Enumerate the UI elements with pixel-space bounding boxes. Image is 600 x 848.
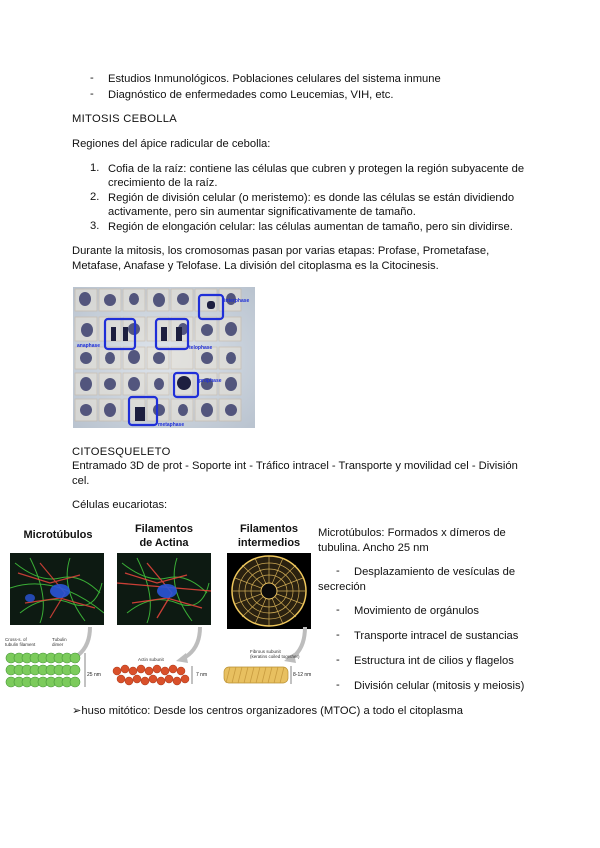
bullet-dash: - — [90, 72, 94, 84]
bullet-dash: - — [336, 629, 340, 641]
intermediate-diagram — [222, 664, 294, 686]
label-prophase: prophase — [199, 378, 222, 384]
microtubules-text-2: tubulina. Ancho 25 nm — [318, 542, 429, 554]
phases-line-2: Metafase, Anafase y Telofase. La división del citoplasma es la Citocinesis. — [72, 260, 439, 272]
function-4: Estructura int de cilios y flagelos — [354, 655, 514, 667]
bullet-dash: - — [336, 604, 340, 616]
intro-bullet-2: Diagnóstico de enfermedades como Leucemias, VIH, etc. — [108, 89, 394, 101]
cytoskeleton-desc-2: cel. — [72, 475, 90, 487]
microtubules-title: Microtúbulos — [23, 529, 93, 541]
region-2-line-1: Región de división celular (o meristemo): es donde las células se están dividiendo — [108, 192, 515, 204]
region-1-line-1: Cofia de la raíz: contiene las células que cubren y protegen la región subyacente de — [108, 163, 525, 175]
label-metaphase: metaphase — [158, 422, 185, 428]
region-1-line-2: crecimiento de la raíz. — [108, 177, 218, 189]
intermediate-micrograph-svg — [227, 553, 311, 629]
figure-arrows — [60, 625, 330, 665]
spindle-text: ➢huso mitótico: Desde los centros organizadores (MTOC) a todo el citoplasma — [72, 705, 463, 717]
region-3-line-1: Región de elongación celular: las células aumentan de tamaño, pero sin dividirse. — [108, 221, 513, 233]
intro-bullet-1: Estudios Inmunológicos. Poblaciones celulares del sistema inmune — [108, 73, 441, 85]
microtubule-diagram — [5, 648, 89, 692]
eukaryotes-label: Células eucariotas: — [72, 499, 168, 511]
actin-diagram — [112, 664, 196, 686]
function-3: Transporte intracel de sustancias — [354, 630, 519, 642]
micrograph-svg — [73, 287, 255, 428]
function-2: Movimiento de orgánulos — [354, 605, 479, 617]
tubulin-label-1: Tubulin — [52, 637, 67, 642]
bullet-dash: - — [90, 88, 94, 100]
actin-size: 7 nm — [196, 672, 208, 678]
actin-title-2: de Actina — [139, 537, 189, 549]
micro-size: 25 nm — [87, 672, 101, 678]
bullet-dash: - — [336, 679, 340, 691]
list-number: 1. — [90, 162, 100, 174]
regions-intro: Regiones del ápice radicular de cebolla: — [72, 138, 271, 150]
tubulin-label-2: dimer — [52, 642, 64, 647]
int-label-2: (keratins coiled together) — [250, 654, 300, 659]
microtubules-micrograph — [10, 553, 104, 625]
microtubules-micrograph-svg — [10, 553, 104, 625]
micro-label-2: tubulin filament — [5, 642, 36, 647]
bullet-dash: - — [336, 654, 340, 666]
intermediate-micrograph — [227, 553, 311, 629]
function-1-line-2: secreción — [318, 581, 366, 593]
mitosis-heading: MITOSIS CEBOLLA — [72, 113, 178, 125]
actin-micrograph-svg — [117, 553, 211, 625]
int-label-1: Fibrous subunit — [250, 649, 281, 654]
micro-label-1: Cross-s. of — [5, 637, 27, 642]
list-number: 3. — [90, 220, 100, 232]
cytoskeleton-desc-1: Entramado 3D de prot - Soporte int - Tráfico intracel - Transporte y movilidad cel - División — [72, 460, 518, 472]
label-interphase: interphase — [224, 298, 250, 304]
phases-line-1: Durante la mitosis, los cromosomas pasan por varias etapas: Profase, Prometafase, — [72, 245, 490, 257]
microtubules-text-1: Microtúbulos: Formados x dímeros de — [318, 527, 506, 539]
list-number: 2. — [90, 191, 100, 203]
onion-root-micrograph — [73, 287, 255, 428]
cytoskeleton-heading: CITOESQUELETO — [72, 446, 171, 458]
int-size: 8-12 nm — [293, 672, 312, 678]
intermediate-title-1: Filamentos — [239, 523, 299, 535]
actin-label: Actin subunit — [138, 657, 164, 662]
intermediate-title-2: intermedios — [237, 537, 301, 549]
bullet-dash: - — [336, 565, 340, 577]
function-1-line-1: Desplazamiento de vesículas de — [354, 566, 516, 578]
function-5: División celular (mitosis y meiosis) — [354, 680, 525, 692]
label-telophase: telophase — [189, 345, 213, 351]
actin-title-1: Filamentos — [134, 523, 194, 535]
region-2-line-2: activamente, pero sin aumentar significativamente de tamaño. — [108, 206, 416, 218]
label-anaphase: anaphase — [77, 343, 101, 349]
actin-micrograph — [117, 553, 211, 625]
